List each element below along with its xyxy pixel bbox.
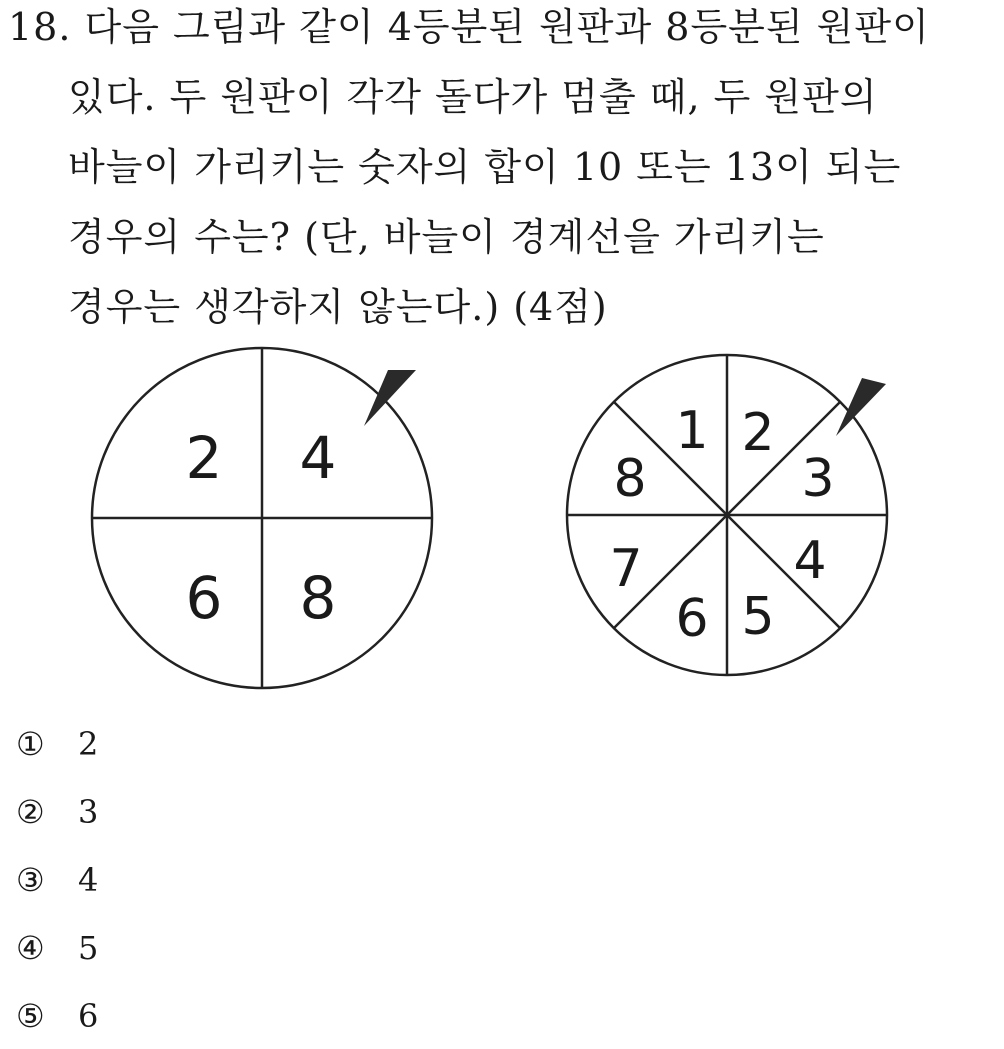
spinner-eight-label: 5 (741, 587, 775, 647)
spinner-four-label: 4 (299, 424, 337, 492)
answer-choice-1[interactable] (16, 724, 98, 764)
question-line: 경우는 생각하지 않는다.) (4점) (68, 285, 608, 329)
spinner-eight-sections (567, 355, 887, 675)
answer-choice-3[interactable] (16, 860, 98, 900)
spinner-eight-label: 2 (741, 403, 775, 463)
answer-choice-4[interactable] (16, 928, 98, 968)
spinner-eight-label: 6 (675, 589, 709, 649)
spinner-figures-svg (0, 340, 1004, 700)
spinner-eight-label: 1 (675, 401, 709, 461)
spinner-figures (0, 340, 1004, 700)
spinner-four-label: 8 (299, 564, 337, 632)
spinner-eight-label: 4 (793, 531, 827, 591)
choice-value: 2 (78, 725, 99, 763)
question-line: 경우의 수는? (단, 바늘이 경계선을 가리키는 (68, 215, 825, 259)
spinner-eight-label: 7 (609, 539, 643, 599)
choice-value: 4 (78, 861, 99, 899)
spinner-four-needle-icon (364, 370, 416, 426)
choice-number: ⑤ (16, 997, 45, 1035)
choice-value: 6 (78, 997, 99, 1035)
answer-choice-2[interactable] (16, 792, 98, 832)
question-line: 바늘이 가리키는 숫자의 합이 10 또는 13이 되는 (68, 145, 902, 189)
question-line: 18. 다음 그림과 같이 4등분된 원판과 8등분된 원판이 (8, 5, 930, 49)
choice-number: ④ (16, 929, 45, 967)
answer-choice-5[interactable] (16, 996, 98, 1036)
question-line: 있다. 두 원판이 각각 돌다가 멈출 때, 두 원판의 (68, 75, 878, 119)
choice-number: ② (16, 793, 45, 831)
choice-number: ① (16, 725, 45, 763)
spinner-four-label: 2 (185, 424, 223, 492)
spinner-four-label: 6 (185, 564, 223, 632)
choice-number: ③ (16, 861, 45, 899)
spinner-four-sections (92, 348, 432, 688)
spinner-eight-label: 8 (613, 449, 647, 509)
choice-value: 3 (78, 793, 99, 831)
spinner-eight-label: 3 (801, 449, 835, 509)
choice-value: 5 (78, 929, 99, 967)
